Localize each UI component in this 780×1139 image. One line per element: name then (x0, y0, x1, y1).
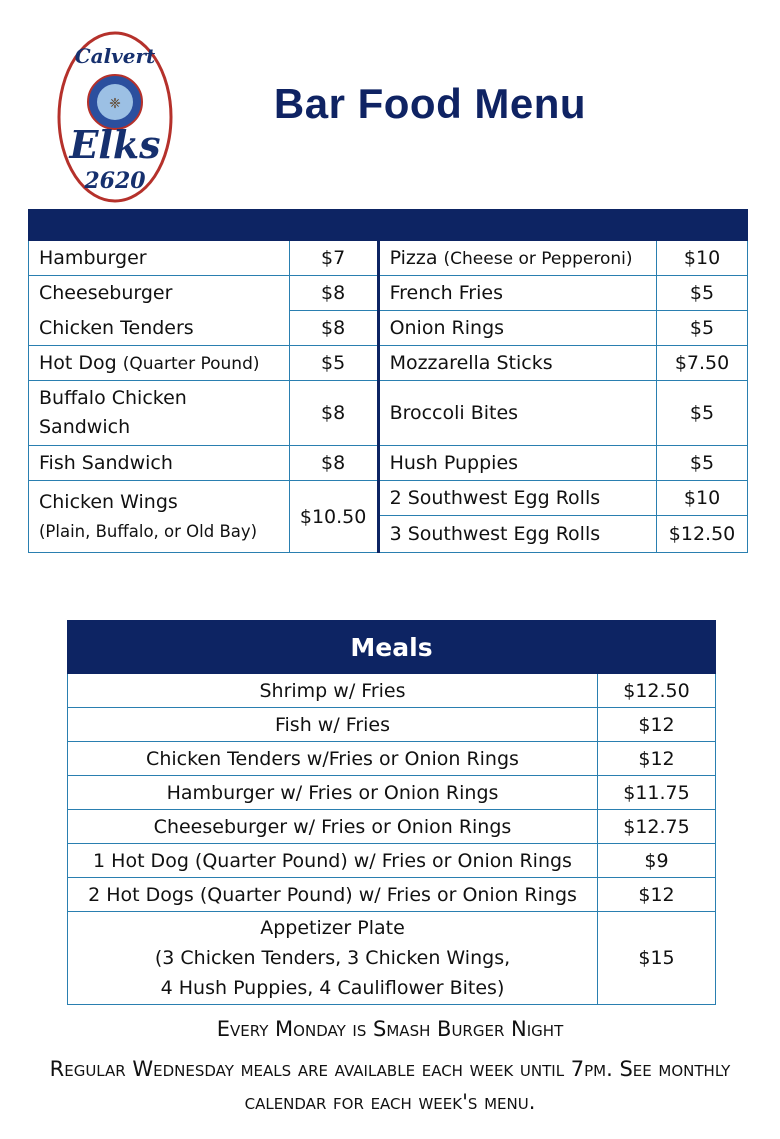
meal-price: $15 (598, 912, 716, 1005)
meal-name: Cheeseburger w/ Fries or Onion Rings (68, 810, 598, 844)
meal-name: 2 Hot Dogs (Quarter Pound) w/ Fries or Onion Rings (68, 878, 598, 912)
meals-heading-row (68, 621, 716, 674)
item-price: $8 (289, 311, 378, 346)
item-name: Chicken Wings (Plain, Buffalo, or Old Bay) (29, 481, 290, 553)
item-price: $7 (289, 241, 378, 276)
item-name: Onion Rings (378, 311, 656, 346)
item-name: 2 Southwest Egg Rolls (378, 481, 656, 516)
meal-price: $12.50 (598, 674, 716, 708)
meals-heading: Meals (68, 621, 716, 674)
page-title: Bar Food Menu (273, 80, 587, 127)
table-row (29, 311, 748, 346)
meal-name: 1 Hot Dog (Quarter Pound) w/ Fries or Onion Rings (68, 844, 598, 878)
item-name: Cheeseburger (29, 276, 290, 311)
item-price: $5 (657, 276, 748, 311)
item-name: Hush Puppies (378, 446, 656, 481)
item-note: (Cheese or Pepperoni) (443, 249, 633, 269)
bar-food-table (28, 209, 748, 553)
logo-line-3: 2620 (84, 168, 146, 194)
meal-name-line: 4 Hush Puppies, 4 Cauliflower Bites) (160, 977, 505, 999)
meal-price: $12 (598, 742, 716, 776)
meal-price: $12.75 (598, 810, 716, 844)
item-price: $5 (657, 446, 748, 481)
item-name: Buffalo Chicken Sandwich (29, 381, 290, 446)
item-name: French Fries (378, 276, 656, 311)
item-price: $8 (289, 381, 378, 446)
meal-name: Hamburger w/ Fries or Onion Rings (68, 776, 598, 810)
item-price: $12.50 (657, 516, 748, 553)
item-name: Pizza (Cheese or Pepperoni) (378, 241, 656, 276)
calvert-elks-logo (56, 30, 174, 205)
item-price: $5 (657, 381, 748, 446)
table-row (68, 674, 716, 708)
item-price: $8 (289, 276, 378, 311)
meal-price: $11.75 (598, 776, 716, 810)
table-row (68, 878, 716, 912)
svg-text:❈: ❈ (109, 96, 121, 112)
meal-price: $9 (598, 844, 716, 878)
item-price: $8 (289, 446, 378, 481)
meal-price: $12 (598, 878, 716, 912)
smash-burger-note: Every Monday is Smash Burger Night (216, 1017, 564, 1041)
bar-food-header-band (29, 210, 748, 241)
table-row (29, 346, 748, 381)
item-price: $5 (657, 311, 748, 346)
item-name: Broccoli Bites (378, 381, 656, 446)
item-name: Fish Sandwich (29, 446, 290, 481)
table-row (29, 446, 748, 481)
item-name: Mozzarella Sticks (378, 346, 656, 381)
item-name: 3 Southwest Egg Rolls (378, 516, 656, 553)
table-row (68, 708, 716, 742)
table-row (68, 742, 716, 776)
item-price: $10 (657, 481, 748, 516)
meal-name-line: Appetizer Plate (260, 917, 405, 939)
logo-line-2: Elks (69, 122, 161, 167)
table-row (68, 776, 716, 810)
table-row (29, 381, 748, 446)
item-name: Hot Dog (Quarter Pound) (29, 346, 290, 381)
item-price: $7.50 (657, 346, 748, 381)
item-name: Chicken Tenders (29, 311, 290, 346)
table-row (29, 276, 748, 311)
meal-price: $12 (598, 708, 716, 742)
meal-name (68, 912, 598, 1005)
table-row (68, 810, 716, 844)
logo-line-1: Calvert (74, 44, 156, 68)
item-note: (Plain, Buffalo, or Old Bay) (39, 521, 258, 541)
table-row (68, 844, 716, 878)
item-price: $10.50 (289, 481, 378, 553)
table-row (29, 241, 748, 276)
item-price: $10 (657, 241, 748, 276)
wednesday-meals-note: Regular Wednesday meals are available each week until 7pm. See monthly calendar for each week's menu. (49, 1057, 731, 1114)
meals-table (67, 620, 716, 1005)
item-price: $5 (289, 346, 378, 381)
meal-name: Chicken Tenders w/Fries or Onion Rings (68, 742, 598, 776)
meal-name: Shrimp w/ Fries (68, 674, 598, 708)
table-row (29, 481, 748, 516)
table-row (68, 912, 716, 1005)
meal-name-line: (3 Chicken Tenders, 3 Chicken Wings, (154, 947, 511, 969)
item-note: (Quarter Pound) (122, 354, 260, 374)
item-name: Hamburger (29, 241, 290, 276)
meal-name: Fish w/ Fries (68, 708, 598, 742)
